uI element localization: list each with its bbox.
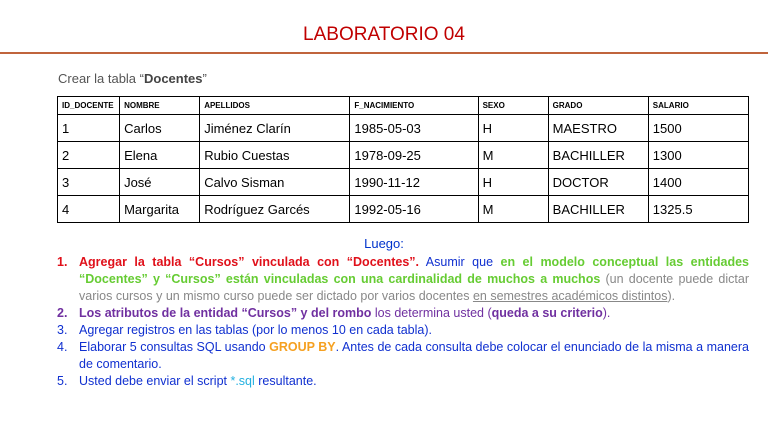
- task-4-comment: . Antes de cada consulta debe colocar el enunciado de la misma a manera de comentario.: [79, 340, 749, 371]
- task-1-end: ).: [667, 289, 676, 303]
- table-header-row: [58, 97, 749, 115]
- task-item-4: [57, 339, 749, 373]
- table-cell: Carlos: [120, 115, 200, 142]
- table-cell: 1400: [648, 169, 748, 196]
- table-cell: 1: [58, 115, 120, 142]
- task-5-end: resultante.: [254, 374, 317, 388]
- table-cell: 3: [58, 169, 120, 196]
- task-2-end: ).: [602, 306, 611, 320]
- task-1-add-table: Agregar la tabla “Cursos” vinculada con “Docentes”.: [79, 255, 420, 269]
- table-cell: Rodríguez Garcés: [200, 196, 350, 223]
- page-title: LABORATORIO 04: [303, 24, 465, 45]
- task-2-attributes: Los atributos de la entidad “Cursos” y del rombo: [79, 306, 372, 320]
- table-cell: 1500: [648, 115, 748, 142]
- table-caption: [58, 71, 207, 86]
- table-cell: Calvo Sisman: [200, 169, 350, 196]
- table-cell: M: [478, 142, 548, 169]
- title-divider: [0, 52, 768, 54]
- task-number: 5.: [57, 374, 68, 388]
- task-1-semesters: en semestres académicos distintos: [472, 289, 668, 303]
- table-cell: 1978-09-25: [350, 142, 478, 169]
- table-cell: Elena: [120, 142, 200, 169]
- task-5-sql-file: *.sql: [230, 374, 255, 388]
- header-cell: SALARIO: [648, 97, 748, 115]
- task-list: [57, 254, 749, 390]
- table-row: [58, 169, 749, 196]
- table-cell: José: [120, 169, 200, 196]
- task-number: 1.: [57, 255, 68, 269]
- docentes-table: [57, 96, 749, 223]
- table-cell: Rubio Cuestas: [200, 142, 350, 169]
- table-cell: 1990-11-12: [350, 169, 478, 196]
- task-5-send: Usted debe enviar el script: [79, 374, 231, 388]
- task-4-queries: Elaborar 5 consultas SQL usando: [79, 340, 270, 354]
- task-2-determine: los determina usted (: [371, 306, 492, 320]
- header-cell: NOMBRE: [120, 97, 200, 115]
- task-2-criterion: queda a su criterio: [491, 306, 603, 320]
- task-item-3: [57, 322, 749, 339]
- table-cell: DOCTOR: [548, 169, 648, 196]
- table-cell: H: [478, 115, 548, 142]
- table-row: [58, 142, 749, 169]
- table-row: [58, 196, 749, 223]
- caption-prefix: Crear la tabla “: [58, 71, 144, 86]
- table-cell: 1992-05-16: [350, 196, 478, 223]
- task-1-explanation: (un docente puede dictar varios cursos y un mismo curso puede ser dictado por varios docentes: [79, 272, 749, 303]
- luego-heading: Luego:: [364, 236, 404, 251]
- task-1-cardinality: en el modelo conceptual las entidades “Docentes” y “Cursos” están vinculadas con una cardinalidad de muchos a muchos: [79, 255, 750, 286]
- header-cell: F_NACIMIENTO: [350, 97, 478, 115]
- table-cell: 4: [58, 196, 120, 223]
- task-1-assume: Asumir que: [419, 255, 501, 269]
- table-cell: BACHILLER: [548, 142, 648, 169]
- table-cell: 1985-05-03: [350, 115, 478, 142]
- table-row: [58, 115, 749, 142]
- table-cell: MAESTRO: [548, 115, 648, 142]
- table-cell: M: [478, 196, 548, 223]
- caption-suffix: ”: [202, 71, 207, 86]
- task-item-5: [57, 373, 749, 390]
- table-cell: BACHILLER: [548, 196, 648, 223]
- table-cell: Margarita: [120, 196, 200, 223]
- task-number: 2.: [57, 306, 68, 320]
- header-cell: ID_DOCENTE: [58, 97, 120, 115]
- header-cell: GRADO: [548, 97, 648, 115]
- table-cell: 2: [58, 142, 120, 169]
- caption-table-name: Docentes: [143, 71, 203, 86]
- task-item-2: [57, 305, 749, 322]
- table-cell: H: [478, 169, 548, 196]
- task-3-text: Agregar registros en las tablas (por lo menos 10 en cada tabla).: [79, 323, 432, 337]
- table-cell: Jiménez Clarín: [200, 115, 350, 142]
- header-cell: SEXO: [478, 97, 548, 115]
- task-4-group-by: GROUP BY: [269, 340, 336, 354]
- table-cell: 1300: [648, 142, 748, 169]
- task-number: 4.: [57, 340, 68, 354]
- header-cell: APELLIDOS: [200, 97, 350, 115]
- task-number: 3.: [57, 323, 68, 337]
- task-item-1: [57, 254, 749, 305]
- table-cell: 1325.5: [648, 196, 748, 223]
